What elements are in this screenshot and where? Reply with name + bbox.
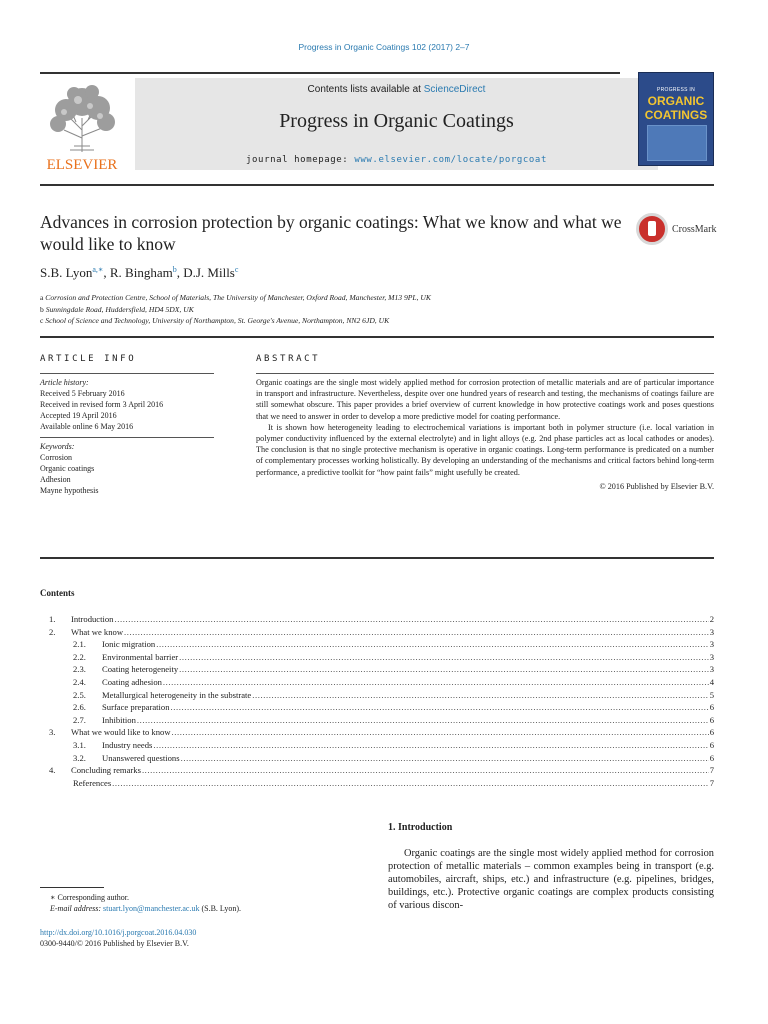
toc-page-number[interactable]: 3 [709,639,714,650]
abstract-section [256,354,714,491]
toc-page-number[interactable]: 6 [709,752,714,763]
toc-entry[interactable] [40,777,714,790]
homepage-prefix: journal homepage: [246,155,349,165]
toc-number: 2. [49,626,56,637]
author-affil-link[interactable]: b [172,265,177,274]
email-suffix: (S.B. Lyon). [201,904,242,913]
elsevier-wordmark: ELSEVIER [46,157,118,172]
toc-entry[interactable] [40,701,714,714]
section-rule [40,557,714,559]
toc-leader-dots [142,764,709,777]
elsevier-tree-icon [40,78,124,172]
journal-masthead [40,72,620,172]
toc-page-number[interactable]: 3 [709,664,714,675]
toc-title[interactable]: Industry needs [102,739,153,750]
toc-leader-dots [252,689,708,702]
toc-title[interactable]: What we would like to know [71,727,171,738]
email-label: E-mail address: [50,904,102,913]
homepage-link[interactable]: www.elsevier.com/locate/porgcoat [354,155,547,165]
affiliation-text: School of Science and Technology, University of Northampton, St. George's Avenue, Northampton, NN2 6JD, UK [45,316,390,325]
author-separator: , [176,265,184,280]
author-affil-link[interactable]: c [234,265,239,274]
toc-leader-dots [179,651,709,664]
article-history [40,374,214,437]
toc-entry[interactable] [40,739,714,752]
toc-number: 2.5. [73,689,86,700]
toc-page-number[interactable]: 6 [709,714,714,725]
doi-link[interactable]: http://dx.doi.org/10.1016/j.porgcoat.2016.04.030 [40,928,197,937]
toc-page-number[interactable]: 6 [709,739,714,750]
email-link[interactable]: stuart.lyon@manchester.ac.uk [103,904,200,913]
article-title: Advances in corrosion protection by organic coatings: What we know and what we would like to know [40,212,622,254]
toc-leader-dots [114,613,708,626]
keyword-item: Mayne hypothesis [40,486,99,495]
toc-page-number[interactable]: 7 [709,765,714,776]
cover-title-line1: ORGANIC [647,94,705,108]
toc-entry[interactable] [40,764,714,777]
toc-entry[interactable] [40,714,714,727]
toc-leader-dots [163,676,709,689]
affiliation-text: Corrosion and Protection Centre, School of Materials, The University of Manchester, Oxford Road, Manchester, M13 9PL, UK [45,293,431,302]
toc-entry[interactable] [40,638,714,651]
introduction-heading: 1. Introduction [388,822,453,833]
crossmark-label: CrossMark [672,223,717,235]
doi-block [40,927,196,949]
journal-reference-link[interactable]: Progress in Organic Coatings 102 (2017) 2–7 [298,42,470,52]
toc-title[interactable]: Ionic migration [102,639,156,650]
introduction-paragraph: Organic coatings are the single most widely applied method for corrosion protection of metallic materials – common examples being in transport (e.g. automobiles, aircraft, ships, etc.) and infrastructure (e.g. pipelines, bridges, buildings, etc.). Protective organic coatings are complex products consisting of various discon- [388,848,714,911]
footnotes [50,892,241,914]
toc-page-number[interactable]: 3 [709,651,714,662]
toc-title[interactable]: Environmental barrier [102,651,179,662]
corresponding-label: Corresponding author. [57,893,129,902]
affiliation-item [40,315,431,327]
article-info-heading: ARTICLE INFO [40,354,137,364]
author-name[interactable]: D.J. Mills [183,265,235,280]
toc-number: 3. [49,727,56,738]
journal-name: Progress in Organic Coatings [279,110,514,132]
toc-title[interactable]: Unanswered questions [102,752,180,763]
email-note [50,903,241,914]
abstract-heading: ABSTRACT [256,354,321,364]
toc-title[interactable]: Coating heterogeneity [102,664,179,675]
toc-title[interactable]: Surface preparation [102,702,170,713]
toc-title[interactable]: Introduction [71,614,114,624]
toc-page-number[interactable]: 5 [709,689,714,700]
toc-page-number[interactable]: 2 [709,614,714,624]
toc-entry[interactable] [40,752,714,765]
toc-leader-dots [124,626,709,639]
issn-line: 0300-9440/© 2016 Published by Elsevier B.V. [40,939,189,948]
toc-leader-dots [156,638,708,651]
keyword-item: Corrosion [40,453,72,462]
toc-page-number[interactable]: 3 [709,626,714,637]
elsevier-logo[interactable] [40,78,124,172]
toc-number: 3.2. [73,752,86,763]
journal-cover-thumbnail[interactable] [638,72,714,166]
sciencedirect-link[interactable]: ScienceDirect [423,84,486,95]
affiliation-letter: a [40,293,44,302]
keyword-item: Organic coatings [40,464,95,473]
toc-entry[interactable] [40,689,714,702]
toc-leader-dots [153,739,708,752]
corresponding-mark: ∗ [50,893,56,902]
toc-entry[interactable] [40,663,714,676]
toc-page-number[interactable]: 7 [709,777,714,788]
toc-page-number[interactable]: 6 [709,727,714,738]
author-list [40,265,238,281]
toc-entry[interactable] [40,613,714,626]
affiliation-text: Sunningdale Road, Huddersfield, HD4 5DX, UK [45,304,194,314]
crossmark-icon [636,213,668,245]
toc-leader-dots [179,663,709,676]
footnote-rule [40,887,104,888]
affiliation-list [40,292,431,327]
article-info-section [40,354,214,501]
toc-leader-dots [137,714,709,727]
author-name[interactable]: R. Bingham [109,265,173,280]
keyword-item: Adhesion [40,475,71,484]
keywords-label: Keywords: [40,442,75,451]
toc-page-number[interactable]: 4 [709,676,714,687]
affiliation-letter: b [40,304,44,314]
history-item: Received 5 February 2016 [40,389,125,398]
toc-page-number[interactable]: 6 [709,702,714,713]
toc-title[interactable]: Metallurgical heterogeneity in the substrate [102,689,252,700]
toc-number: 3.1. [73,739,86,750]
toc-entry[interactable] [40,626,714,639]
toc-entry[interactable] [40,726,714,739]
toc-number: 2.2. [73,651,86,662]
toc-leader-dots [112,777,709,790]
header-rule [40,184,714,186]
journal-homepage-line [135,155,658,165]
affiliation-item [40,304,431,316]
contents-heading: Contents [40,588,75,598]
toc-title[interactable]: References [73,777,112,788]
author-separator: , [103,265,110,280]
masthead-banner [135,78,658,170]
toc-leader-dots [171,701,709,714]
abstract-paragraph: It is shown how heterogeneity leading to electrochemical variations is important both in polymer structure (i.e. local variation in polymer conductivity influenced by the external electrolyte) and in light alloys (e.g. 2nd phase particles act as local cathodes or anodes). The conclusion is that no single protective mechanism is operative in organic coatings. Long-term performance is predicated on a number of complementary processes working holistically. By developing an understanding of the mechanisms and critical factors behind long-term performance, a predictive toolkit for “how paint fails” might usefully be created. [256,422,714,477]
abstract-paragraph: Organic coatings are the single most widely applied method for corrosion protection of metallic materials and are of particular importance in transport and infrastructure. Nevertheless, despite over one hundred years of research and testing, the mechanisms of coatings failure are still somewhat obscure. This paper provides a brief overview of current knowledge in how protective coatings work and poses questions that we need to answer in order to develop a more predictive model for coating performance. [256,378,714,421]
history-item: Received in revised form 3 April 2016 [40,400,164,409]
toc-number: 2.6. [73,702,86,713]
toc-number: 2.4. [73,676,86,687]
table-of-contents [40,613,714,789]
contents-available-line [135,84,658,95]
contents-prefix: Contents lists available at [307,84,421,95]
toc-number: 2.1. [73,639,86,650]
cover-title-line2: COATINGS [644,108,708,122]
toc-title[interactable]: Coating adhesion [102,676,162,687]
cover-top-text: PROGRESS IN [656,87,696,93]
keywords [40,438,214,501]
toc-title[interactable]: Inhibition [102,714,136,725]
toc-number: 2.3. [73,664,86,675]
history-label: Article history: [40,378,89,387]
toc-entry[interactable] [40,676,714,689]
crossmark-button[interactable] [636,213,716,245]
toc-number: 4. [49,765,56,776]
toc-title[interactable]: Concluding remarks [71,765,141,776]
toc-title[interactable]: What we know [71,626,124,637]
corresponding-author-note [50,892,241,903]
author-affil-link[interactable]: a,∗ [92,265,104,274]
toc-number: 1. [49,614,56,624]
toc-entry[interactable] [40,651,714,664]
toc-number: 2.7. [73,714,86,725]
history-item: Accepted 19 April 2016 [40,411,117,420]
affiliation-item [40,292,431,304]
affiliation-letter: c [40,316,44,325]
abstract-body [256,374,714,478]
cover-image [647,125,707,161]
author-name[interactable]: S.B. Lyon [40,265,93,280]
toc-leader-dots [181,752,709,765]
history-item: Available online 6 May 2016 [40,422,134,431]
section-rule [40,336,714,338]
abstract-copyright: © 2016 Published by Elsevier B.V. [599,481,714,491]
toc-leader-dots [172,726,709,739]
